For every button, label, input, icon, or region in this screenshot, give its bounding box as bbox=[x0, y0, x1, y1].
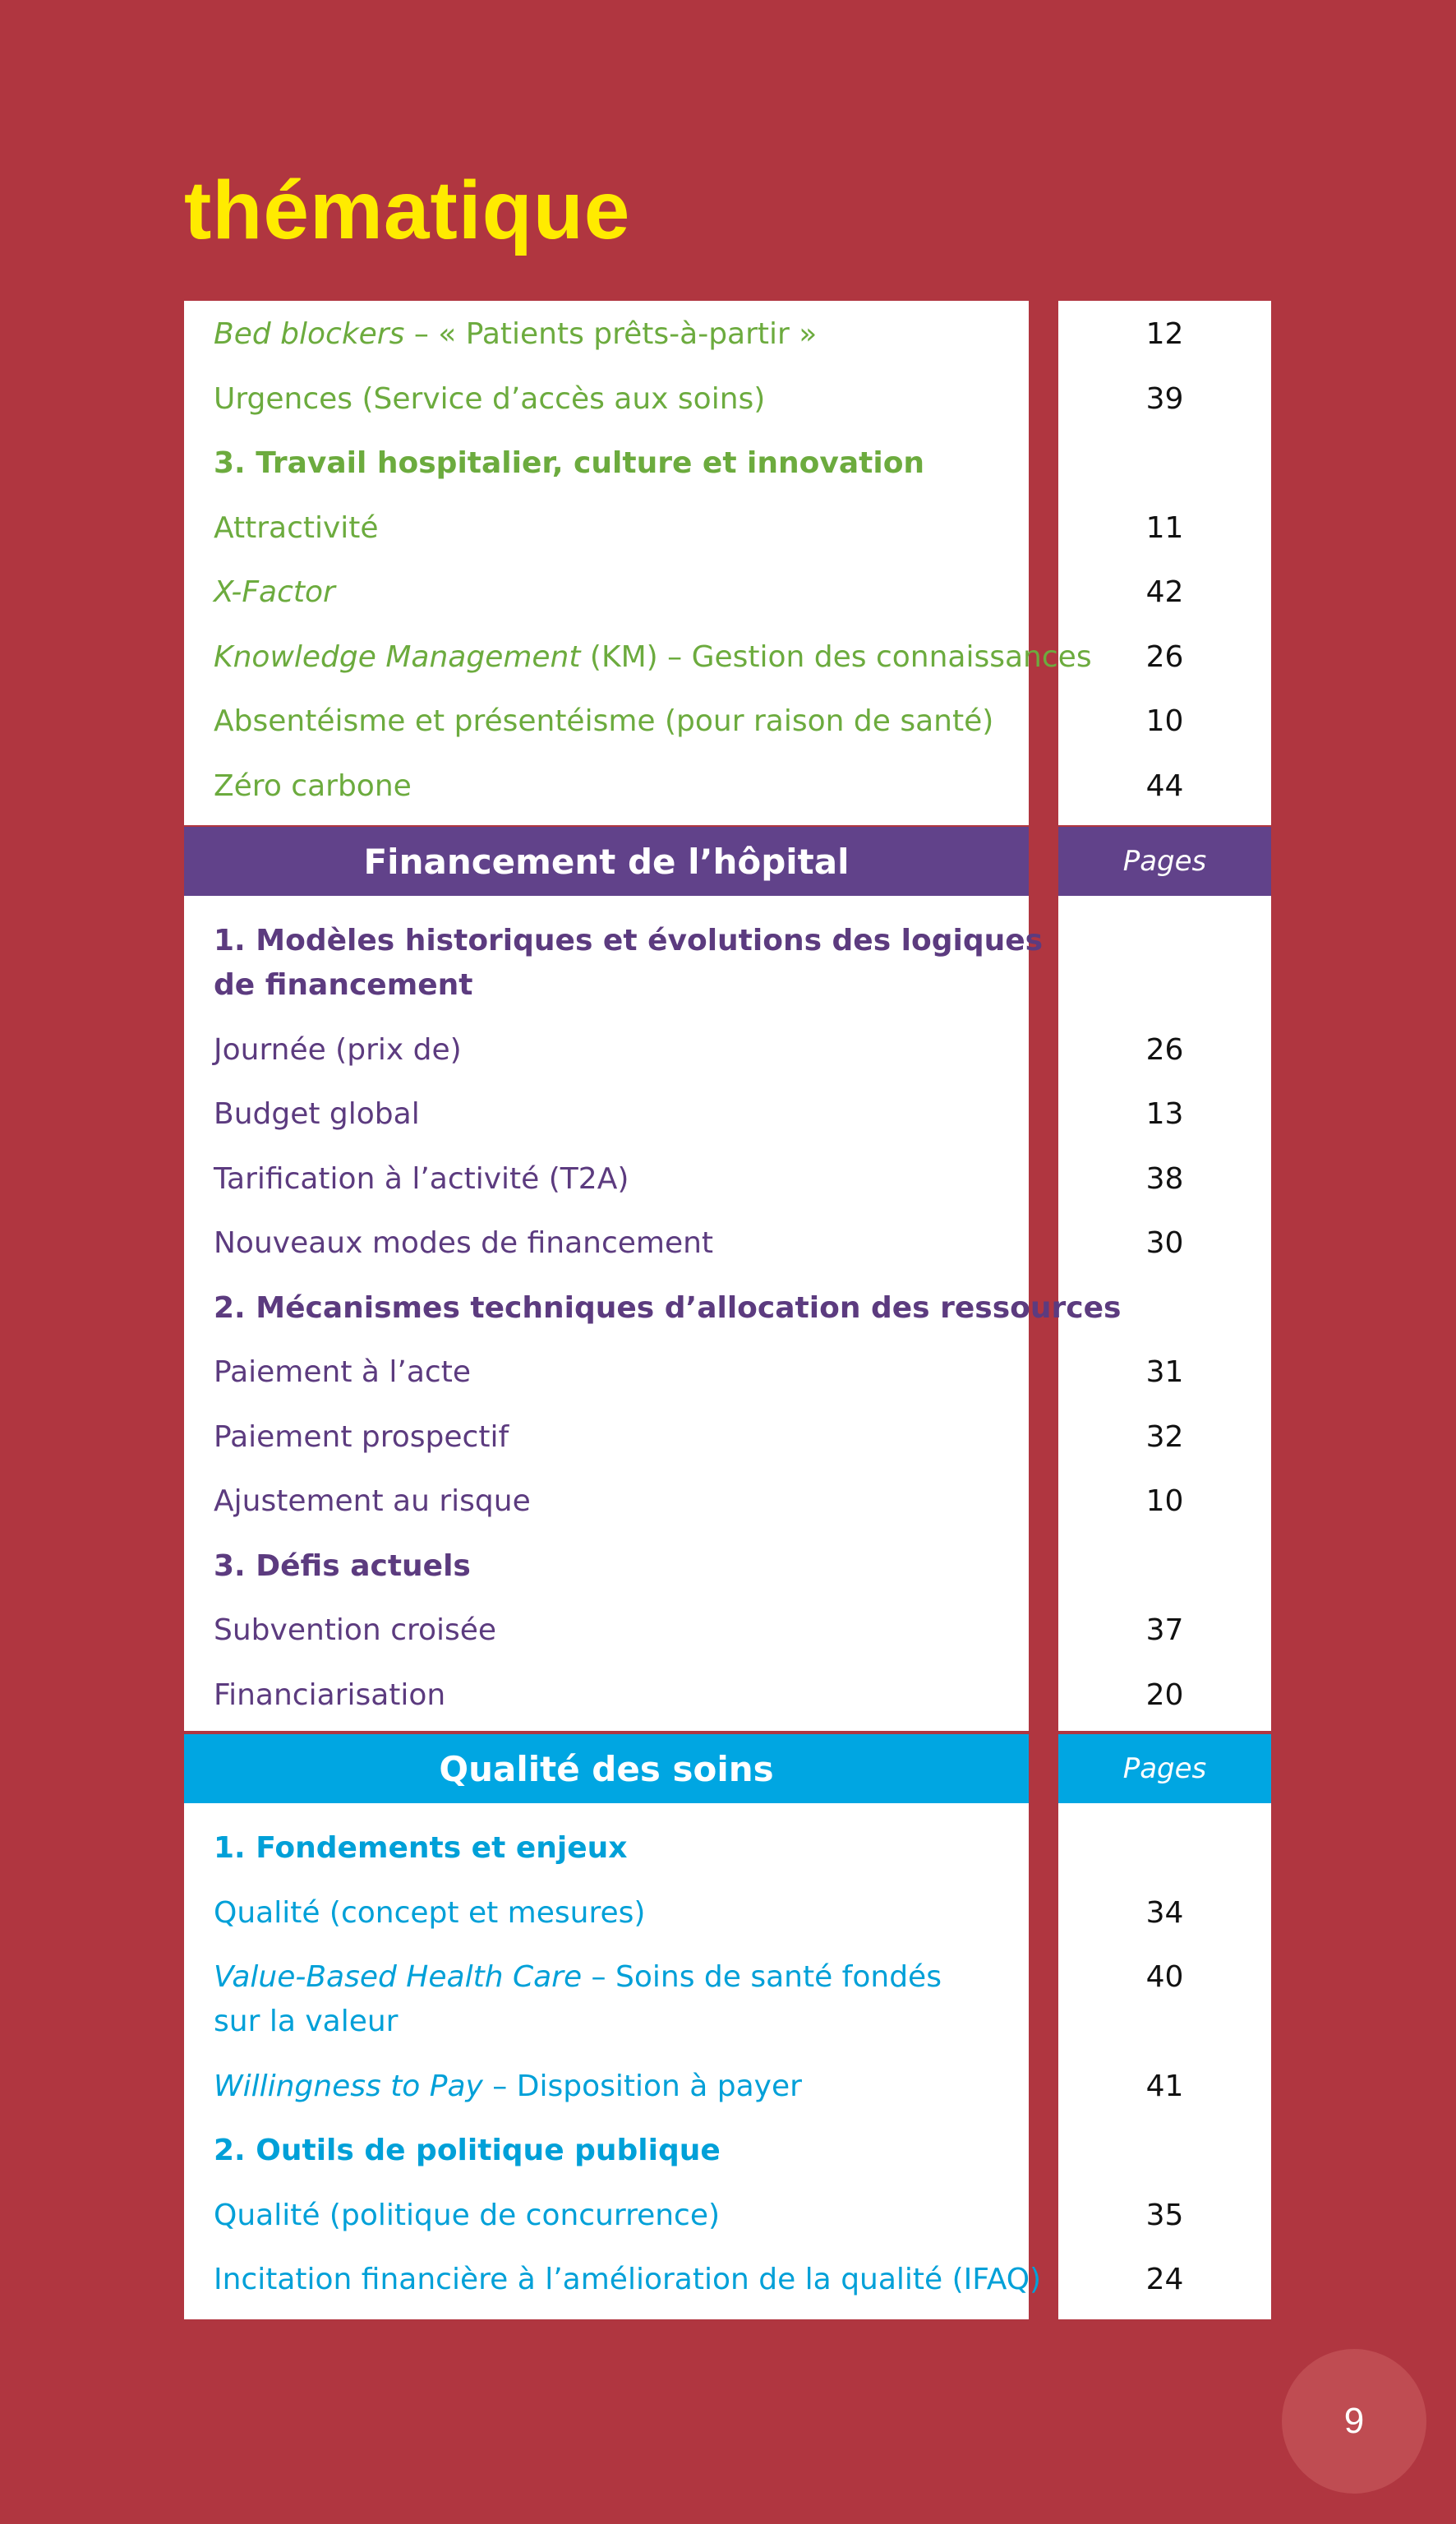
entries-column bbox=[184, 1803, 1029, 2319]
entry-page-number: 12 bbox=[1145, 317, 1184, 351]
section-header-financing bbox=[184, 827, 1029, 896]
index-block-quality bbox=[184, 1734, 1271, 2319]
pages-header bbox=[1058, 827, 1271, 896]
entry-page-number: 24 bbox=[1145, 2263, 1184, 2296]
entry-term-italic: X-Factor bbox=[214, 575, 335, 609]
entry-page-number: 42 bbox=[1145, 575, 1184, 609]
section-heading-text bbox=[214, 1826, 1019, 1871]
entry-text: 1. Fondements et enjeux bbox=[214, 1831, 628, 1865]
entry-text: – « Patients prêts-à-partir » bbox=[404, 317, 818, 351]
entry-label bbox=[214, 1608, 1019, 1653]
entry-page-number: 30 bbox=[1145, 1226, 1184, 1260]
page-title: thématique bbox=[184, 164, 631, 256]
entry-text: Urgences (Service d’accès aux soins) bbox=[214, 381, 766, 416]
entry-label bbox=[214, 1955, 1019, 2000]
entry-page-number: 39 bbox=[1145, 381, 1184, 416]
entry-term-italic: Bed blockers bbox=[214, 317, 405, 351]
entry-text: Qualité (politique de concurrence) bbox=[214, 2198, 721, 2232]
section-heading-text bbox=[214, 919, 1044, 963]
entry-page-number: 37 bbox=[1145, 1613, 1184, 1647]
entry-label bbox=[214, 2000, 1019, 2044]
section-heading-text bbox=[214, 1544, 1019, 1589]
entry-text: sur la valeur bbox=[214, 2005, 399, 2038]
entry-label bbox=[214, 635, 1092, 680]
entry-text: 3. Défis actuels bbox=[214, 1548, 471, 1583]
index-block-financing bbox=[184, 827, 1271, 1731]
entry-text: Qualité (concept et mesures) bbox=[214, 1895, 646, 1930]
pages-header-label: Pages bbox=[1122, 1752, 1207, 1785]
entry-label bbox=[214, 377, 1019, 422]
index-entry-row bbox=[184, 377, 1271, 422]
pages-column bbox=[1058, 1803, 1271, 2319]
index-entry-row bbox=[184, 1891, 1271, 1936]
entry-label bbox=[214, 312, 1019, 357]
entry-label bbox=[214, 699, 1019, 744]
pages-header-label: Pages bbox=[1122, 845, 1207, 878]
entry-text: Paiement à l’acte bbox=[214, 1355, 471, 1389]
page-number-badge bbox=[1282, 2349, 1426, 2494]
index-entry-row bbox=[184, 1608, 1271, 1653]
entry-text: (KM) – Gestion des connaissances bbox=[580, 639, 1092, 674]
page-number: 9 bbox=[1343, 2401, 1365, 2441]
entry-text: Budget global bbox=[214, 1097, 420, 1131]
entry-text: – Soins de santé fondés bbox=[582, 1960, 942, 1994]
section-heading-row bbox=[184, 919, 1271, 963]
entry-label bbox=[214, 1028, 1019, 1073]
entry-page-number: 38 bbox=[1145, 1161, 1184, 1196]
entry-label bbox=[214, 1415, 1019, 1460]
entry-label bbox=[214, 1350, 1019, 1395]
entry-page-number: 35 bbox=[1145, 2198, 1184, 2232]
index-entry-row bbox=[184, 1221, 1271, 1266]
entry-term-italic: Willingness to Pay bbox=[214, 2069, 483, 2103]
entry-label bbox=[214, 506, 1019, 551]
section-header-title: Qualité des soins bbox=[439, 1748, 774, 1789]
index-entry-row bbox=[184, 1028, 1271, 1073]
entry-text: 2. Outils de politique publique bbox=[214, 2134, 721, 2167]
index-entry-row bbox=[184, 1955, 1271, 2000]
index-entry-row bbox=[184, 2065, 1271, 2109]
entry-label bbox=[214, 2258, 1042, 2302]
entry-text: 2. Mécanismes techniques d’allocation des ressources bbox=[214, 1290, 1122, 1325]
entry-page-number: 10 bbox=[1145, 704, 1184, 738]
index-entry-row bbox=[184, 312, 1271, 357]
entry-page-number: 26 bbox=[1145, 1032, 1184, 1067]
entry-page-number: 34 bbox=[1145, 1895, 1184, 1930]
entry-label bbox=[214, 1221, 1019, 1266]
entry-text: Absentéisme et présentéisme (pour raison de santé) bbox=[214, 704, 994, 738]
entry-page-number: 31 bbox=[1145, 1355, 1184, 1389]
index-entry-row bbox=[184, 2194, 1271, 2238]
entry-text: Attractivité bbox=[214, 510, 379, 545]
entry-label bbox=[214, 1092, 1019, 1137]
index-entry-row bbox=[184, 635, 1271, 680]
entry-label bbox=[214, 764, 1019, 809]
section-heading-text bbox=[214, 2129, 1019, 2173]
entry-page-number: 44 bbox=[1145, 768, 1184, 803]
entry-text: Journée (prix de) bbox=[214, 1032, 462, 1067]
section-heading-text bbox=[214, 1286, 1122, 1331]
entry-label bbox=[214, 1479, 1019, 1524]
entry-page-number: 26 bbox=[1145, 639, 1184, 674]
section-heading-text bbox=[214, 441, 1019, 486]
section-heading-row bbox=[184, 441, 1271, 486]
index-entry-row bbox=[184, 2258, 1271, 2302]
entry-text: Financiarisation bbox=[214, 1677, 446, 1712]
section-header-quality bbox=[184, 1734, 1029, 1803]
entry-text: Ajustement au risque bbox=[214, 1484, 531, 1518]
entry-label bbox=[214, 2065, 1019, 2109]
entry-label bbox=[214, 1891, 1019, 1936]
index-entry-row bbox=[184, 1479, 1271, 1524]
index-entry-row bbox=[184, 764, 1271, 809]
entry-text: Paiement prospectif bbox=[214, 1419, 509, 1454]
entry-text: Tarification à l’activité (T2A) bbox=[214, 1161, 629, 1196]
entry-page-number: 11 bbox=[1145, 510, 1184, 545]
entry-text: – Disposition à payer bbox=[482, 2069, 802, 2103]
index-entry-row bbox=[184, 1157, 1271, 1202]
index-entry-row bbox=[184, 506, 1271, 551]
entry-page-number: 20 bbox=[1145, 1677, 1184, 1712]
entry-text: Incitation financière à l’amélioration de la qualité (IFAQ) bbox=[214, 2263, 1042, 2296]
entry-term-italic: Value-Based Health Care bbox=[214, 1960, 583, 1994]
index-block-work bbox=[184, 301, 1271, 825]
entry-term-italic: Knowledge Management bbox=[214, 639, 581, 674]
section-heading-row bbox=[184, 2129, 1271, 2173]
index-entry-row bbox=[184, 1092, 1271, 1137]
entry-text: de financement bbox=[214, 968, 473, 1002]
section-header-title: Financement de l’hôpital bbox=[363, 841, 850, 882]
index-entry-row bbox=[184, 699, 1271, 744]
entry-page-number: 40 bbox=[1145, 1960, 1184, 1994]
section-heading-row bbox=[184, 1286, 1271, 1331]
entry-label bbox=[214, 1157, 1019, 1202]
entry-text: Subvention croisée bbox=[214, 1613, 497, 1647]
section-heading-row bbox=[184, 1826, 1271, 1871]
section-heading-row bbox=[184, 1544, 1271, 1589]
entry-page-number: 32 bbox=[1145, 1419, 1184, 1454]
entry-text: Zéro carbone bbox=[214, 768, 412, 803]
entry-label bbox=[214, 2194, 1019, 2238]
index-entry-row bbox=[184, 2000, 1271, 2044]
index-entry-row bbox=[184, 570, 1271, 615]
entry-page-number: 13 bbox=[1145, 1097, 1184, 1131]
entry-text: 1. Modèles historiques et évolutions des logiques bbox=[214, 924, 1044, 957]
entry-page-number: 41 bbox=[1145, 2069, 1184, 2103]
entry-text: Nouveaux modes de financement bbox=[214, 1226, 714, 1260]
pages-header bbox=[1058, 1734, 1271, 1803]
section-heading-row bbox=[184, 963, 1271, 1008]
index-entry-row bbox=[184, 1673, 1271, 1718]
entry-label bbox=[214, 570, 1019, 615]
entry-page-number: 10 bbox=[1145, 1484, 1184, 1518]
entry-text: 3. Travail hospitalier, culture et innovation bbox=[214, 446, 925, 480]
entry-label bbox=[214, 1673, 1019, 1718]
index-entry-row bbox=[184, 1415, 1271, 1460]
section-heading-text bbox=[214, 963, 1019, 1008]
index-entry-row bbox=[184, 1350, 1271, 1395]
